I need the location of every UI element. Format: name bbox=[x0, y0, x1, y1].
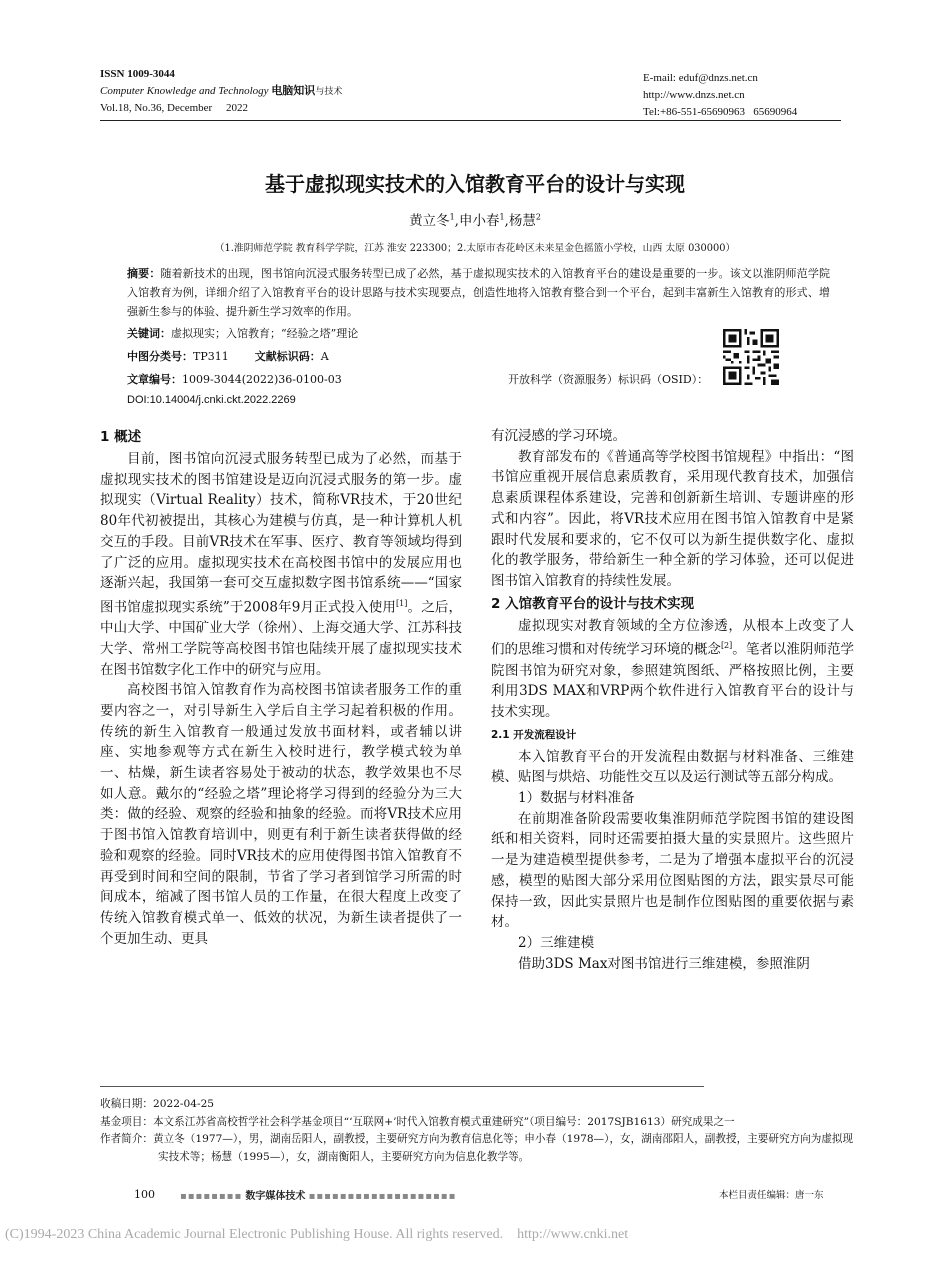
author-3: 杨慧 bbox=[508, 213, 536, 229]
footnotes bbox=[100, 1096, 860, 1166]
section-1-heading: 1 概述 bbox=[100, 429, 142, 445]
paragraph: 借助3DS Max对图书馆进行三维建模，参照淮阴 bbox=[518, 955, 810, 972]
paragraph-text: 。之后，中山大学、中国矿业大学（徐州）、上海交通大学、江苏科技大学、常州工学院等高校图书馆也陆续开展了虚拟现实技术在图书馆数字化工作中的研究与应用。 bbox=[100, 599, 462, 678]
paragraph: 教育部发布的《普通高等学校图书馆规程》中指出：“图书馆应重视开展信息素质教育，采用现代教育技术，加强信息素质课程体系建设，完善和创新新生培训、专题讲座的形式和内容”。因此，将VR技术应用在图书馆入馆教育中是紧跟时代发展和要求的，它不仅可以为新生提供数字化、虚拟化的教学服务，带给新生一种全新的学习体验，还可以促进图书馆入馆教育的持续性发展。 bbox=[491, 448, 854, 589]
page-number: 100 bbox=[134, 1188, 155, 1201]
doc-code-label: 文献标识码： bbox=[254, 350, 321, 363]
abstract-label: 摘要： bbox=[127, 267, 161, 280]
keywords-label: 关键词： bbox=[127, 327, 171, 340]
paragraph-text: 虚拟现实对教育领域的全方位渗透，从根本上改变了人们的思维习惯和对传统学习环境的概念 bbox=[491, 617, 854, 658]
osid-label: 开放科学（资源服务）标识码（OSID）： bbox=[508, 373, 709, 386]
journal-name-cn-suffix: 与技术 bbox=[315, 86, 343, 96]
abstract bbox=[127, 264, 830, 321]
affiliation: （1.淮阴师范学院 教育科学学院，江苏 淮安 223300；2.太原市杏花岭区未来星金色摇篮小学校，山西 太原 030000） bbox=[214, 243, 736, 254]
article-number bbox=[127, 373, 342, 387]
journal-name-cn: 电脑知识 bbox=[271, 85, 316, 97]
left-column bbox=[100, 425, 462, 949]
issn: ISSN 1009-3044 bbox=[100, 68, 175, 80]
step-heading: 1）数据与材料准备 bbox=[518, 790, 635, 807]
paragraph: 有沉浸感的学习环境。 bbox=[491, 428, 626, 444]
header-rule bbox=[100, 120, 841, 121]
doi[interactable]: DOI:10.14004/j.cnki.ckt.2022.2269 bbox=[127, 394, 296, 406]
article-no-value: 1009-3044(2022)36-0100-03 bbox=[182, 373, 342, 386]
footer-section bbox=[180, 1187, 456, 1202]
author-3-sup: 2 bbox=[535, 212, 541, 222]
website: http://www.dnzs.net.cn bbox=[643, 89, 745, 101]
author-2: 申小春 bbox=[458, 213, 500, 229]
paragraph-text: 目前，图书馆向沉浸式服务转型已成为了必然，而基于虚拟现实技术的图书馆建设是迈向沉浸式服务的第一步。虚拟现实（Virtual Reality）技术，简称VR技术，于20世纪80年代初被提出，其核心为建模与仿真，是一种计算机人机交互的手段。目前VR技术在军事、医疗、教育等领域均得到了广泛的应用。虚拟现实技术在高校图书馆中的发展应用也逐渐兴起，我国第一套可交互虚拟数字图书馆系统——“国家图书馆虚拟现实系统”于2008年9月正式投入使用 bbox=[100, 451, 462, 616]
subsection-2-1-heading: 2.1 开发流程设计 bbox=[491, 728, 577, 741]
author-bio: 作者简介：黄立冬（1977—），男，湖南岳阳人，副教授，主要研究方向为教育信息化等；申小春（1978—），女，湖南邵阳人，副教授，主要研究方向为虚拟现实技术等；杨慧（1995—），女，湖南衡阳人，主要研究方向为信息化教学等。 bbox=[100, 1133, 854, 1163]
step-heading: 2）三维建模 bbox=[518, 934, 595, 951]
paragraph bbox=[100, 449, 462, 680]
article-title: 基于虚拟现实技术的入馆教育平台的设计与实现 bbox=[265, 172, 685, 196]
section-2-heading: 2 入馆教育平台的设计与技术实现 bbox=[491, 595, 695, 612]
fund-info: 基金项目：本文系江苏省高校哲学社会科学基金项目“‘互联网+’时代入馆教育模式重建研究”（项目编号：2017SJB1613）研究成果之一 bbox=[100, 1115, 735, 1128]
footer-dots-left: ▪▪▪▪▪▪▪▪ bbox=[180, 1191, 243, 1202]
received-date: 收稿日期：2022-04-25 bbox=[100, 1098, 215, 1110]
author-list: 黄立冬$^1$,申小春$^1$,杨慧$^2$ bbox=[409, 212, 541, 229]
qr-code-icon[interactable] bbox=[723, 329, 779, 385]
author-2-sup: 1 bbox=[499, 212, 505, 222]
volume-info: Vol.18, No.36, December 2022 bbox=[100, 102, 248, 114]
author-1: 黄立冬 bbox=[409, 213, 450, 229]
paragraph bbox=[491, 616, 854, 723]
clc-value: TP311 bbox=[193, 350, 229, 363]
right-column bbox=[491, 426, 854, 974]
paragraph: 本入馆教育平台的开发流程由数据与材料准备、三维建模、贴图与烘焙、功能性交互以及运行测试等五部分构成。 bbox=[491, 748, 854, 786]
journal-name-en: Computer Knowledge and Technology bbox=[100, 85, 269, 97]
citation-ref[interactable]: [2] bbox=[720, 641, 733, 651]
paragraph-text: 。笔者以淮阴师范学院图书馆为研究对象，参照建筑图纸、严格按照比例，主要利用3DS MAX和VRP两个软件进行入馆教育平台的设计与技术实现。 bbox=[491, 641, 855, 720]
article-no-label: 文章编号： bbox=[127, 373, 182, 386]
citation-ref[interactable]: [1] bbox=[396, 598, 408, 608]
column-editor: 本栏目责任编辑：唐一东 bbox=[719, 1190, 824, 1201]
copyright-watermark: (C)1994-2023 China Academic Journal Electronic Publishing House. All rights reserved. http://www.cnki.net bbox=[5, 1227, 629, 1242]
paragraph: 高校图书馆入馆教育作为高校图书馆读者服务工作的重要内容之一，对引导新生入学后自主学习起着积极的作用。传统的新生入馆教育一般通过发放书面材料，或者辅以讲座、实地参观等方式在新生入校时进行，教学模式较为单一、枯燥，新生读者容易处于被动的状态，教学效果也不尽如人意。戴尔的“经验之塔”理论将学习得到的经验分为三大类：做的经验、观察的经验和抽象的经验。而将VR技术应用于图书馆入馆教育培训中，则更有利于新生读者获得做的经验和观察的经验。同时VR技术的应用使得图书馆入馆教育不再受到时间和空间的限制，节省了学习者到馆学习所需的时间成本，缩减了图书馆人员的工作量，在很大程度上改变了传统入馆教育模式单一、低效的状况，为新生读者提供了一个更加生动、更具 bbox=[100, 682, 462, 947]
journal-header-left bbox=[100, 66, 342, 117]
clc-label: 中图分类号： bbox=[127, 350, 193, 363]
footer-section-label: 数字媒体技术 bbox=[245, 1191, 306, 1202]
paragraph: 在前期准备阶段需要收集淮阴师范学院图书馆的建设图纸和相关资料，同时还需要拍摄大量的实景照片。这些照片一是为建造模型提供参考，二是为了增强本虚拟平台的沉浸感，模型的贴图大部分采用位图贴图的方法，跟实景尽可能保持一致，因此实景照片也是制作位图贴图的重要依据与素材。 bbox=[491, 810, 854, 931]
footer-dots-right: ▪▪▪▪▪▪▪▪▪▪▪▪▪▪▪▪▪▪▪ bbox=[308, 1191, 457, 1202]
doc-code-value: A bbox=[320, 350, 329, 363]
classification bbox=[127, 350, 329, 364]
footnote-rule bbox=[100, 1086, 704, 1087]
keywords bbox=[127, 327, 358, 341]
telephone: Tel:+86-551-65690963 65690964 bbox=[643, 106, 798, 118]
author-1-sup: 1 bbox=[449, 212, 455, 222]
email: E-mail: eduf@dnzs.net.cn bbox=[643, 72, 758, 84]
abstract-text: 随着新技术的出现，图书馆向沉浸式服务转型已成了必然，基于虚拟现实技术的入馆教育平台的建设是重要的一步。该文以淮阴师范学院入馆教育为例，详细介绍了入馆教育平台的设计思路与技术实现要点，创造性地将入馆教育整合到一个平台，起到丰富新生入馆教育的形式、增强新生参与的体验、提升新生学习效率的作用。 bbox=[127, 267, 830, 318]
journal-header-right bbox=[643, 70, 797, 121]
keywords-text: 虚拟现实；入馆教育；“经验之塔”理论 bbox=[171, 327, 359, 340]
